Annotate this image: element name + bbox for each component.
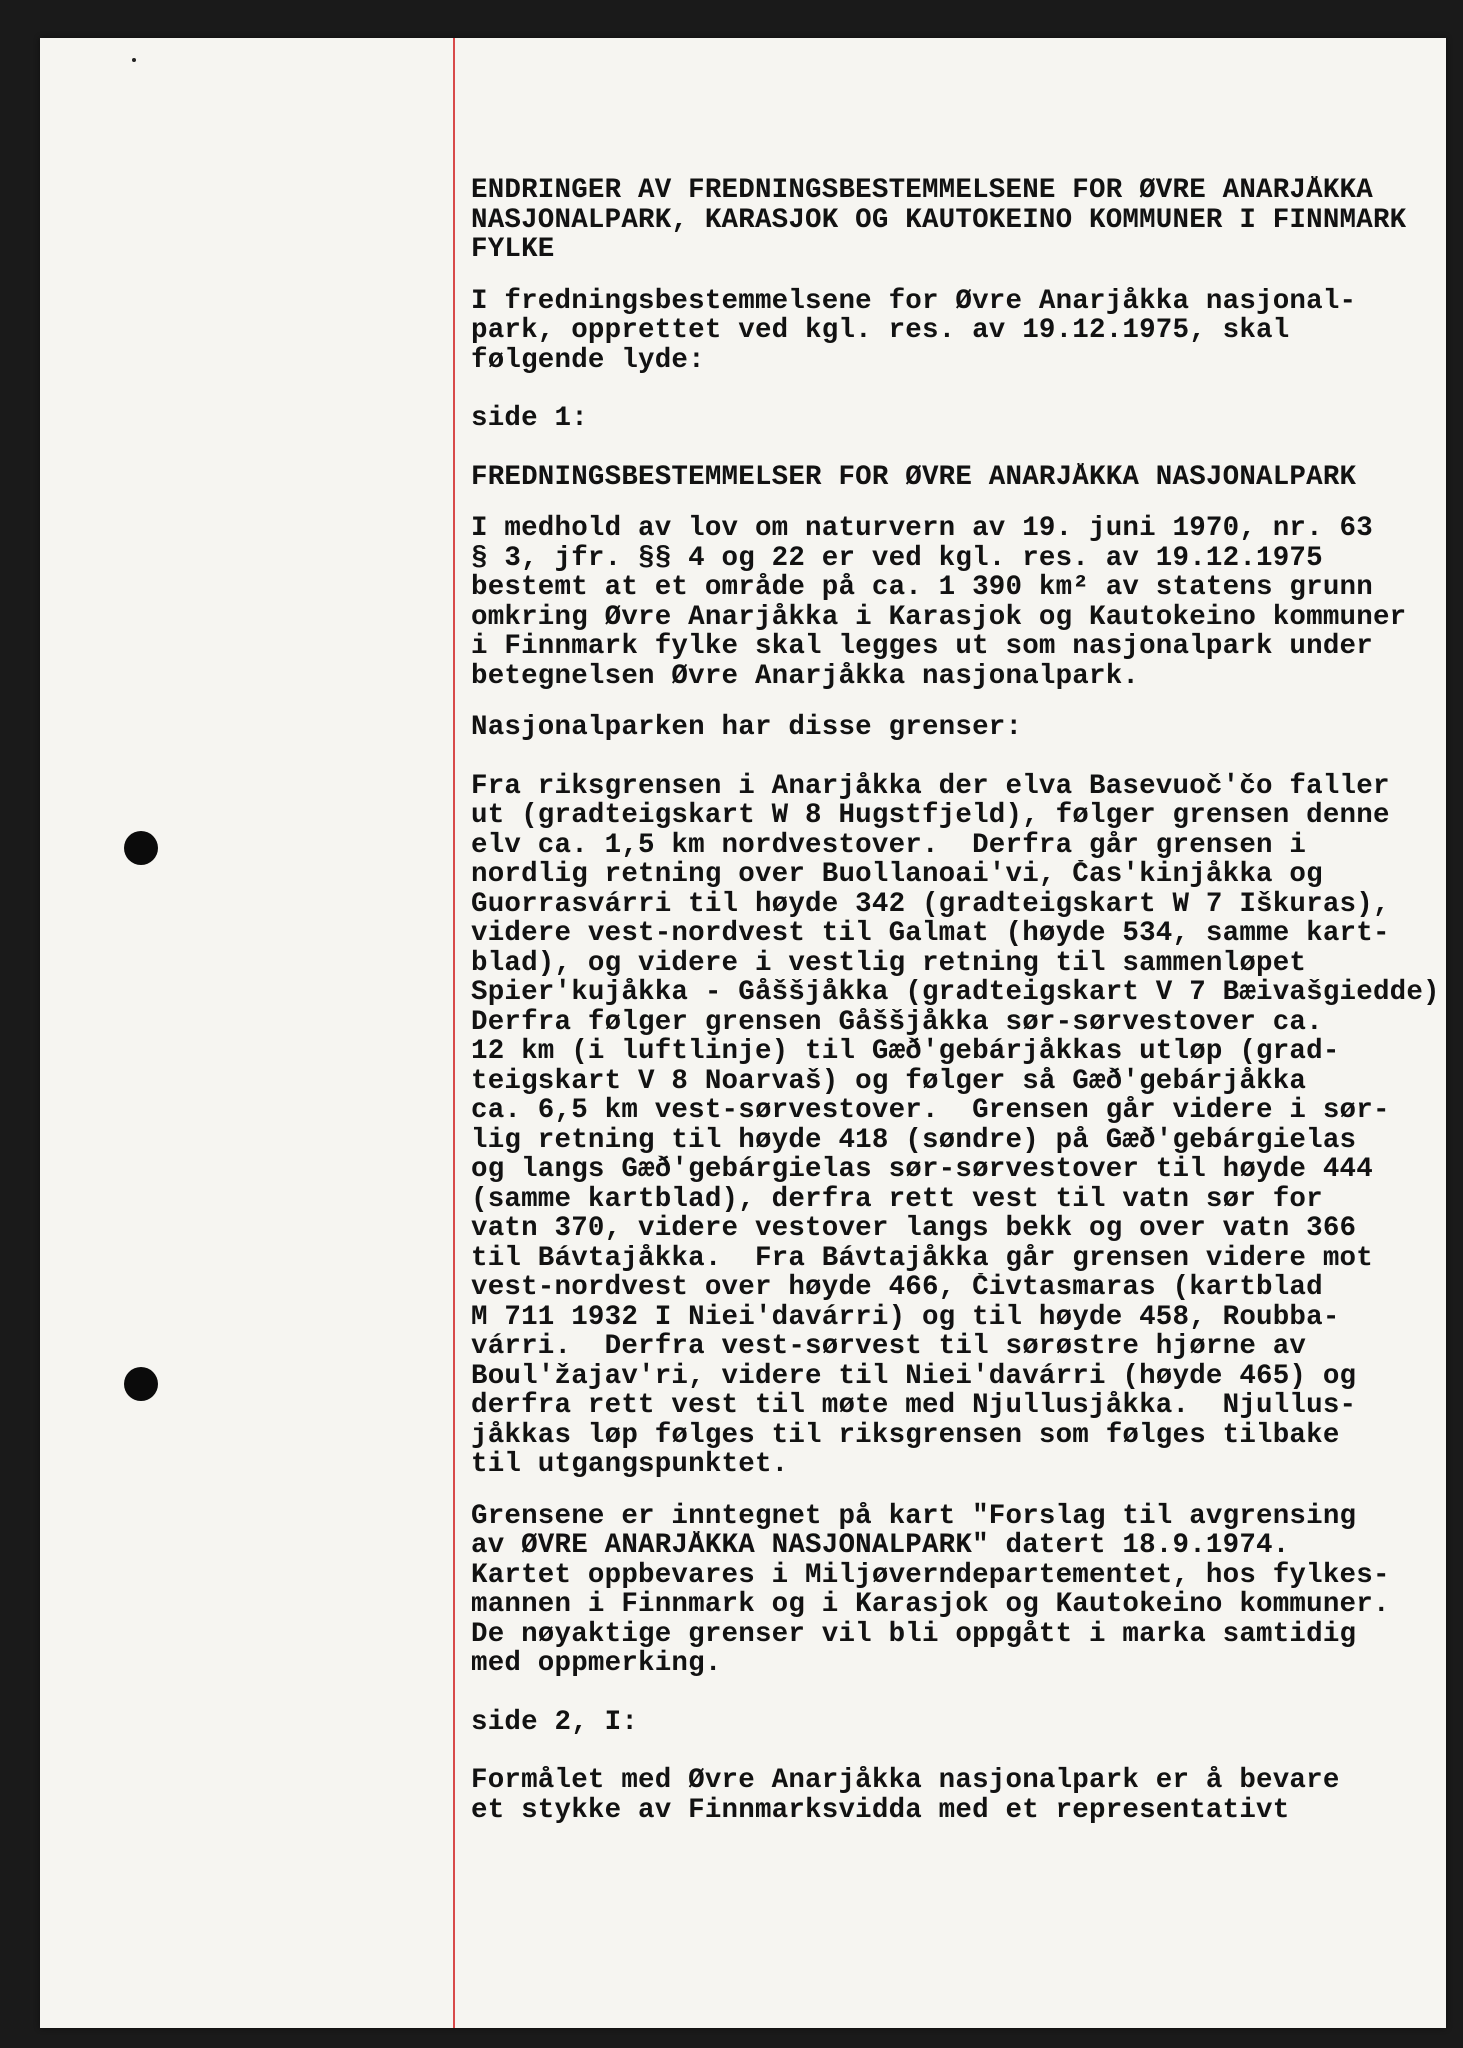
text-line: derfra rett vest til møte med Njullusjåkka. Njullus-: [471, 1391, 1357, 1421]
text-line: De nøyaktige grenser vil bli oppgått i marka samtidig: [471, 1619, 1357, 1649]
text-line: blad), og videre i vestlig retning til sammenløpet: [471, 948, 1307, 978]
text-line: følgende lyde:: [471, 345, 705, 375]
heading-line: FYLKE: [471, 235, 555, 265]
text-line: nordlig retning over Buollanoai'vi, Čas'kinjåkka og: [471, 860, 1323, 890]
borders-label: Nasjonalparken har disse grenser:: [471, 713, 1023, 743]
text-line: bestemt at et område på ca. 1 390 km² av statens grunn: [471, 573, 1373, 603]
text-line: teigskart V 8 Noarvaš) og følger så Gæð'gebárjåkka: [471, 1066, 1307, 1096]
text-line: park, opprettet ved kgl. res. av 19.12.1975, skal: [471, 316, 1290, 346]
text-line: og langs Gæð'gebárgielas sør-sørvestover til høyde 444: [471, 1155, 1373, 1185]
heading-line: NASJONALPARK, KARASJOK OG KAUTOKEINO KOMMUNER I FINNMARK: [471, 205, 1407, 235]
text-line: til Bávtajåkka. Fra Bávtajåkka går grensen videre mot: [471, 1243, 1373, 1273]
document-page: [40, 38, 1446, 2028]
ink-speck: [132, 58, 136, 62]
text-line: § 3, jfr. §§ 4 og 22 er ved kgl. res. av 19.12.1975: [471, 543, 1323, 573]
text-line: med oppmerking.: [471, 1649, 722, 1679]
text-line: Boul'žajav'ri, videre til Niei'davárri (høyde 465) og: [471, 1361, 1357, 1391]
typed-text: [471, 176, 1443, 1825]
text-line: et stykke av Finnmarksvidda med et representativt: [471, 1795, 1290, 1825]
red-margin-line: [453, 38, 455, 2028]
paragraph-borders: [471, 772, 1443, 1480]
text-line: (samme kartblad), derfra rett vest til vatn sør for: [471, 1184, 1323, 1214]
text-line: av ØVRE ANARJÅKKA NASJONALPARK" datert 18.9.1974.: [471, 1531, 1290, 1561]
text-line: vatn 370, videre vestover langs bekk og over vatn 366: [471, 1214, 1357, 1244]
text-line: jåkkas løp følges til riksgrensen som følges tilbake: [471, 1420, 1340, 1450]
intro-paragraph: [471, 287, 1443, 376]
text-line: M 711 1932 I Niei'davárri) og til høyde 458, Roubba-: [471, 1302, 1340, 1332]
section-label: side 2, I:: [471, 1707, 639, 1737]
punch-hole: [124, 831, 158, 865]
punch-hole: [124, 1367, 158, 1401]
heading-line: ENDRINGER AV FREDNINGSBESTEMMELSENE FOR ØVRE ANARJÅKKA: [471, 176, 1373, 206]
text-line: I medhold av lov om naturvern av 19. juni 1970, nr. 63: [471, 514, 1373, 544]
section-heading: FREDNINGSBESTEMMELSER FOR ØVRE ANARJÅKKA NASJONALPARK: [471, 462, 1357, 492]
text-line: videre vest-nordvest til Galmat (høyde 534, samme kart-: [471, 919, 1390, 949]
text-line: Kartet oppbevares i Miljøverndepartementet, hos fylkes-: [471, 1560, 1390, 1590]
document-heading: [471, 176, 1443, 265]
paragraph-map-reference: [471, 1502, 1443, 1679]
text-line: ut (gradteigskart W 8 Hugstfjeld), følger grensen denne: [471, 801, 1390, 831]
text-line: vest-nordvest over høyde 466, Čivtasmaras (kartblad: [471, 1273, 1323, 1303]
text-line: betegnelsen Øvre Anarjåkka nasjonalpark.: [471, 661, 1140, 691]
text-line: Fra riksgrensen i Anarjåkka der elva Basevuoč'čo faller: [471, 771, 1390, 801]
paragraph-legal-basis: [471, 514, 1443, 691]
text-line: várri. Derfra vest-sørvest til sørøstre hjørne av: [471, 1332, 1307, 1362]
section-label: side 1:: [471, 404, 588, 434]
text-line: ca. 6,5 km vest-sørvestover. Grensen går videre i sør-: [471, 1096, 1390, 1126]
text-line: Guorrasvárri til høyde 342 (gradteigskart W 7 Iškuras),: [471, 889, 1390, 919]
text-line: mannen i Finnmark og i Karasjok og Kautokeino kommuner.: [471, 1590, 1390, 1620]
text-line: Derfra følger grensen Gåššjåkka sør-sørvestover ca.: [471, 1007, 1323, 1037]
text-line: til utgangspunktet.: [471, 1450, 789, 1480]
text-line: lig retning til høyde 418 (søndre) på Gæð'gebárgielas: [471, 1125, 1357, 1155]
text-line: 12 km (i luftlinje) til Gæð'gebárjåkkas utløp (grad-: [471, 1037, 1340, 1067]
paragraph-purpose: [471, 1766, 1443, 1825]
text-line: elv ca. 1,5 km nordvestover. Derfra går grensen i: [471, 830, 1307, 860]
text-line: omkring Øvre Anarjåkka i Karasjok og Kautokeino kommuner: [471, 602, 1407, 632]
text-line: I fredningsbestemmelsene for Øvre Anarjåkka nasjonal-: [471, 286, 1357, 316]
text-line: Spier'kujåkka - Gåššjåkka (gradteigskart V 7 Bæivašgiedde): [471, 978, 1440, 1008]
text-line: Grensene er inntegnet på kart "Forslag til avgrensing: [471, 1501, 1357, 1531]
text-line: Formålet med Øvre Anarjåkka nasjonalpark er å bevare: [471, 1766, 1340, 1796]
text-line: i Finnmark fylke skal legges ut som nasjonalpark under: [471, 632, 1373, 662]
